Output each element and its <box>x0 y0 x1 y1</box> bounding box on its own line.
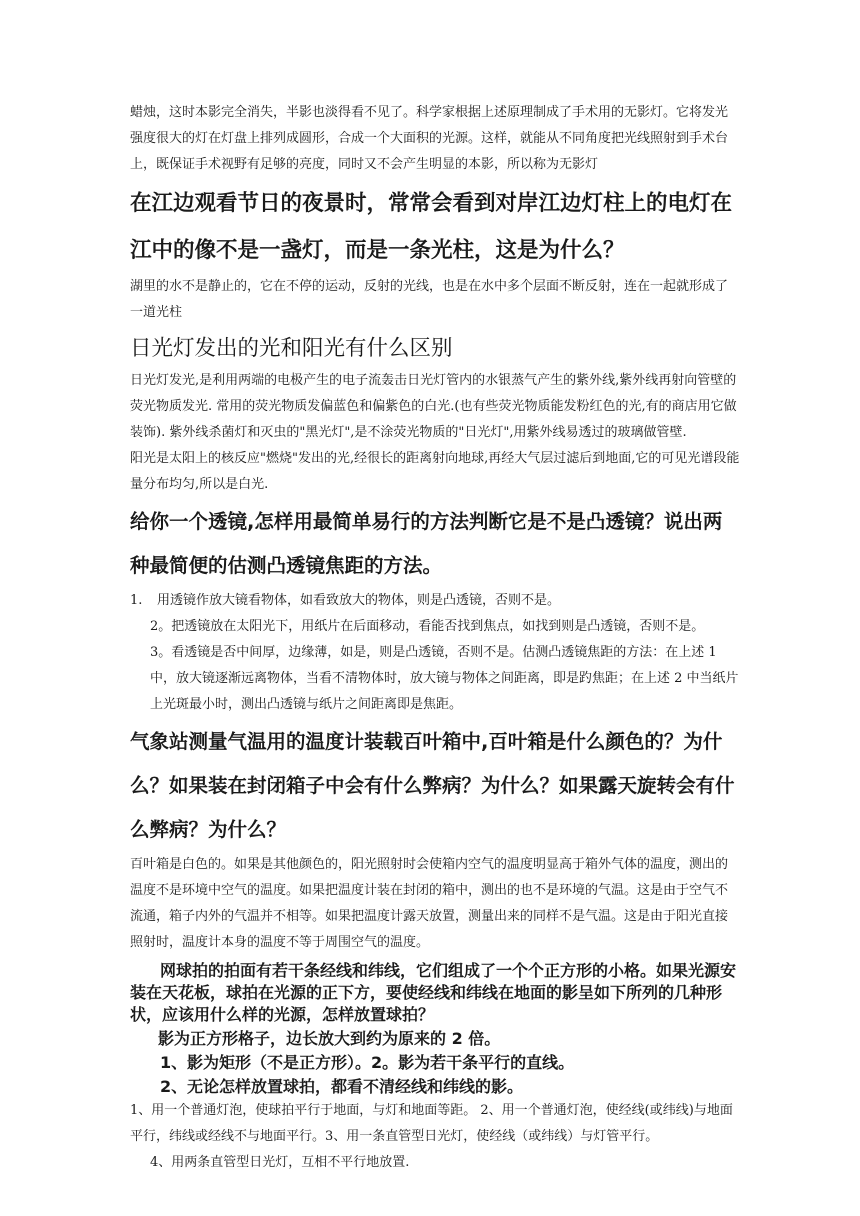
list-item-lens-1 <box>130 588 740 614</box>
paragraph-shadowless-lamp: 蜡烛，这时本影完全消失，半影也淡得看不见了。科学家根据上述原理制成了手术用的无影灯。它将发光强度很大的灯在灯盘上排列成圆形，合成一个大面积的光源。这样，就能从不同角度把光线照射到手术台上，既保证手术视野有足够的亮度，同时又不会产生明显的本影，所以称为无影灯 <box>130 105 729 172</box>
paragraph-racket-answer-4: 4、用两条直管型日光灯，互相不平行地放置. <box>150 1155 410 1170</box>
paragraph-racket-answer: 1、用一个普通灯泡，使球拍平行于地面，与灯和地面等距。 2、用一个普通灯泡，使经线(或纬线)与地面平行，纬线或经线不与地面平行。3、用一条直管型日光灯，使经线（或纬线）与灯管平行。 <box>130 1103 733 1144</box>
heading-thermometer-box: 气象站测量气温用的温度计装载百叶箱中,百叶箱是什么颜色的？为什么？如果装在封闭箱子中会有什么弊病？为什么？如果露天旋转会有什么弊病？为什么？ <box>130 730 735 841</box>
list-item-text: 用透镜作放大镜看物体，如看致放大的物体，则是凸透镜，否则不是。 <box>157 593 561 608</box>
heading-fluorescent-vs-sunlight: 日光灯发出的光和阳光有什么区别 <box>130 336 453 361</box>
racket-case-rect: 1、影为矩形（不是正方形）。2。影为若干条平行的直线。 <box>160 1053 575 1072</box>
list-number: 1、 <box>160 1053 188 1072</box>
heading-river-light-column: 在江边观看节日的夜景时，常常会看到对岸江边灯柱上的电灯在江中的像不是一盏灯，而是一条光柱，这是为什么？ <box>130 191 733 263</box>
paragraph-sunlight: 阳光是太阳上的核反应"燃烧"发出的光,经很长的距离射向地球,再经大气层过滤后到地面,它的可见光谱段能量分布均匀,所以是白光. <box>130 451 740 492</box>
paragraph-fluorescent: 日光灯发光,是利用两端的电极产生的电子流轰击日光灯管内的水银蒸气产生的紫外线,紫外线再射向管壁的荧光物质发光. 常用的荧光物质发偏蓝色和偏紫色的白光.(也有些荧光物质能发粉红色的光,有的商店用它做装饰). 紫外线杀菌灯和灭虫的"黑光灯",是不涂荧光物质的"日光灯",用紫外线易透过的玻璃做管壁. <box>130 373 737 440</box>
list-item-lens-2: 2。把透镜放在太阳光下，用纸片在后面移动，看能否找到焦点，如找到则是凸透镜，否则不是。 <box>150 619 705 634</box>
paragraph-river-answer: 湖里的水不是静止的，它在不停的运动，反射的光线，也是在水中多个层面不断反射，连在一起就形成了一道光柱 <box>130 279 729 320</box>
racket-case-square: 影为正方形格子，边长放大到约为原来的 2 倍。 <box>158 1029 501 1048</box>
racket-case-invisible: 2、无论怎样放置球拍，都看不清经线和纬线的影。 <box>160 1077 524 1096</box>
heading-convex-lens: 给你一个透镜,怎样用最简单易行的方法判断它是不是凸透镜？说出两种最简便的估测凸透镜焦距的方法。 <box>130 510 723 577</box>
heading-tennis-racket: 网球拍的拍面有若干条经线和纬线，它们组成了一个个正方形的小格。如果光源安装在天花板，球拍在光源的正下方，要使经线和纬线在地面的影呈如下所列的几种形状，应该用什么样的光源，怎样放置球拍？ <box>130 961 737 1024</box>
list-number: 1. <box>130 593 143 608</box>
paragraph-thermometer-answer: 百叶箱是白色的。如果是其他颜色的，阳光照射时会使箱内空气的温度明显高于箱外气体的温度，测出的温度不是环境中空气的温度。如果把温度计装在封闭的箱中，测出的也不是环境的气温。这是由于空气不流通，箱子内外的气温并不相等。如果把温度计露天放置，测量出来的同样不是气温。这是由于阳光直接照射时，温度计本身的温度不等于周围空气的温度。 <box>130 857 729 950</box>
list-number: 2、 <box>160 1077 188 1096</box>
list-item-lens-3: 3。看透镜是否中间厚，边缘薄，如是，则是凸透镜，否则不是。估测凸透镜焦距的方法：在上述 1 中，放大镜逐渐远离物体，当看不清物体时，放大镜与物体之间距离，即是趵焦距；在上述 2 中当纸片上光斑最小时，测出凸透镜与纸片之间距离即是焦距。 <box>150 645 739 712</box>
